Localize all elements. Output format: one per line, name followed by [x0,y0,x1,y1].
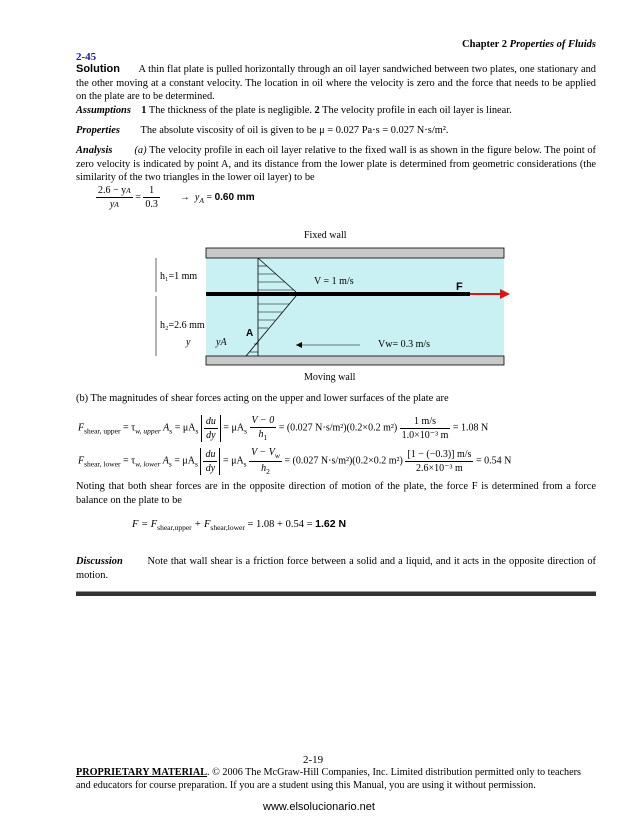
moving-wall [206,356,504,365]
fixed-wall [206,248,504,258]
noting-paragraph [76,480,596,507]
problem-number: 2-45 [76,51,97,63]
analysis-label: Analysis [76,145,113,156]
website-link[interactable]: www.elsolucionario.net [263,801,375,813]
assumption-1-text: The thickness of the plate is negligible. [148,105,312,116]
force-label: F [456,281,463,293]
wall-velocity-label: Vw= 0.3 m/s [378,339,431,350]
shear-upper-result: = 1.08 N [452,422,489,434]
total-force-result: 1.62 N [315,518,347,530]
ya-fraction-left: $\frac{2.6 - yA}{yA}$ [98,185,131,210]
assumptions-label: Assumptions [76,105,131,116]
copyright-footer [76,766,596,793]
equation-ya: $\frac{2.6 - yA}{yA}$ = $\frac{1}{0.3}$ → $y_A = 0.60$ mm [98,185,255,210]
h1-label: h₁=1 mm [160,271,198,282]
moving-wall-label: Moving wall [304,372,356,383]
equation-shear-lower: $F_{shear, lower} = \tau_{w, lower}$ $A_s = \mu A_s$ $\frac{du}{dy}$ = $\mu A_s$ $\frac{V - V_w}{h_2}$ = (0.027 N⋅s/m²)(0.2×0.2 m²) $\frac{[1 - (-0.3)] m/s}{\text{2.6×10⁻³ m}}$ = 0.54 N [78,447,512,476]
fixed-wall-label: Fixed wall [304,230,347,241]
part-b-text: (b) The magnitudes of shear forces acting on the upper and lower surfaces of the plate are [76,393,449,404]
ya-result: 0.60 mm [214,191,255,203]
copyright-text: . © 2006 The McGraw-Hill Companies, Inc. Limited distribution permitted only to teachers and educators for course preparation. If you are a student using this Manual, you are using it without permission. [76,767,581,792]
discussion-text: Note that wall shear is a friction force between a solid and a liquid, and it acts in the opposite direction of motion. [76,556,596,581]
force-arrow-icon [500,289,510,299]
proprietary-label: PROPRIETARY MATERIAL [76,767,208,778]
implies-arrow: → [179,191,190,203]
solution-text: A thin flat plate is pulled horizontally through an oil layer sandwiched between two plates, one stationary and the other moving at a constant velocity. The location in oil where the velocity is zero and the force that needs to be applied on the plate are to be determined. [76,64,596,103]
ya-fraction-right: $\frac{1}{0.3}$ [145,185,158,210]
chapter-label: Chapter 2 [462,39,508,50]
thin-plate [206,292,470,296]
ya-label: yA [216,337,227,348]
assumption-2-text: The velocity profile in each oil layer is linear. [322,105,512,116]
plate-velocity-label: V = 1 m/s [314,276,354,287]
velocity-profile-figure [60,220,580,390]
shear-lower-result: = 0.54 N [475,455,512,467]
analysis-paragraph [76,144,596,185]
equation-shear-upper: $F_{shear, upper} = \tau_{w, upper}$ $A_s = \mu A_s$ $\frac{du}{dy}$ = $\mu A_s$ $\frac{V - 0}{h_1}$ = (0.027 N⋅s/m²)(0.2×0.2 m²) $\frac{1 m/s}{\text{1.0×10⁻³ m}}$ = 1.08 N [78,415,489,442]
properties-paragraph [76,124,596,138]
section-divider [76,591,596,596]
equation-total-force: $F = F_{shear,upper} + F_{shear,lower} = 1.08 + 0.54 = 1.62$ N [132,518,347,533]
assumptions-paragraph [76,104,596,118]
oil-layer [206,258,504,356]
analysis-part-label: (a) [134,145,147,156]
solution-paragraph [76,62,596,104]
noting-text: Noting that both shear forces are in the opposite direction of motion of the plate, the force F is determined from a force balance on the plate to be [76,481,596,506]
discussion-paragraph [76,555,596,582]
page-number: 2-19 [303,754,324,766]
assumption-1-number: 1 [141,105,147,116]
solution-label: Solution [76,63,120,75]
assumption-2-number: 2 [314,105,320,116]
analysis-text: The velocity profile in each oil layer relative to the fixed wall is as shown in the figure below. The point of zero velocity is indicated by point A, and its distance from the lower plate is determined from geometric considerations (the similarity of the two triangles in the lower oil layer) to be [76,145,596,184]
properties-label: Properties [76,125,120,136]
point-a-label: A [246,328,254,339]
h2-label: h₂=2.6 mm [160,320,205,331]
properties-text: The absolute viscosity of oil is given to be μ = 0.027 Pa⋅s = 0.027 N⋅s/m². [140,125,449,136]
chapter-header [462,38,596,52]
chapter-title: Properties of Fluids [509,39,596,50]
discussion-label: Discussion [76,556,123,567]
part-b-paragraph [76,392,596,406]
y-label: y [186,337,191,348]
